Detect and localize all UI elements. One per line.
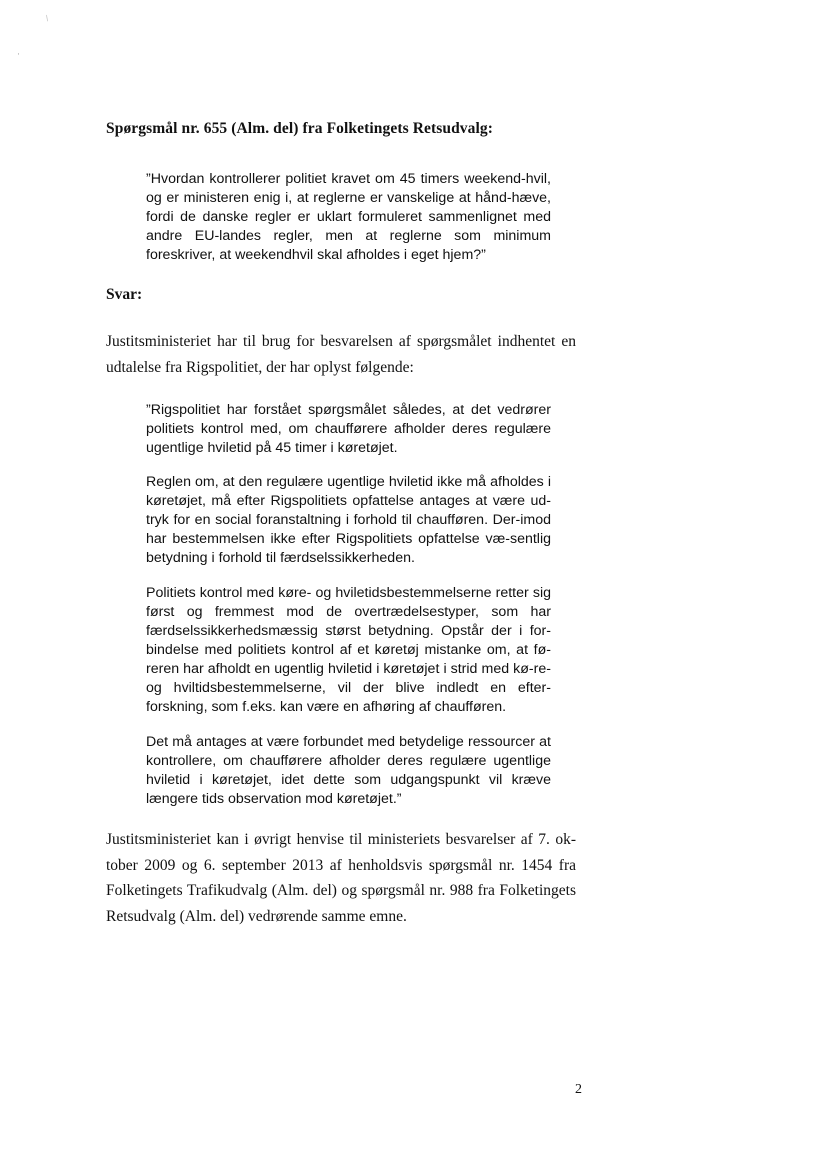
quoted-paragraph-3: Politiets kontrol med køre- og hviletidsbestemmelserne retter sig først og fremmest mod de overtrædelsestyper, som har færdselssikkerhedsmæssig størst betydning. Opstår der i for-bindelse med politiets kontrol af et køretøj mistanke om, at fø-reren har afholdt en ugentlig hviletid i køretøjet i strid med kø-re- og hviltidsbestemmelserne, vil der blive indledt en efter-forskning, som f.eks. kan være en afhøring af chaufføren. <box>146 585 551 715</box>
page-number: 2 <box>575 1082 582 1097</box>
closing-paragraph: Justitsministeriet kan i øvrigt henvise til ministeriets besvarelser af 7. ok-tober 2009 og 6. september 2013 af henholdsvis spørgsmål nr. 1454 fra Folketingets Trafikudvalg (Alm. del) og spørgsmål nr. 988 fra Folketingets Retsudvalg (Alm. del) vedrørende samme emne. <box>106 831 576 925</box>
answer-label: Svar: <box>106 286 143 303</box>
intro-paragraph: Justitsministeriet har til brug for besvarelsen af spørgsmålet indhentet en udtalelse fra Rigspolitiet, der har oplyst følgende: <box>106 333 576 376</box>
question-heading: Spørgsmål nr. 655 (Alm. del) fra Folketingets Retsudvalg: <box>106 120 494 137</box>
quoted-paragraph-4: Det må antages at være forbundet med betydelige ressourcer at kontrollere, om chaufførere afholder deres regulære ugentlige hviletid i køretøjet, idet dette som udgangspunkt vil kræve længere tids observation mod køretøjet.” <box>146 734 551 807</box>
scan-artifact-dot: · <box>17 49 20 59</box>
question-text: ”Hvordan kontrollerer politiet kravet om 45 timers weekend-hvil, og er ministeren enig i, at reglerne er vanskelige at hånd-hæve, fordi de danske regler er uklart formuleret sammenlignet med andre EU-landes regler, men at reglerne som minimum foreskriver, at weekendhvil skal afholdes i eget hjem?” <box>146 171 551 263</box>
quoted-paragraph-1: ”Rigspolitiet har forstået spørgsmålet således, at det vedrører politiets kontrol med, om chaufførere afholder deres regulære ugentlige hviletid på 45 timer i køretøjet. <box>146 402 551 456</box>
quoted-paragraph-2: Reglen om, at den regulære ugentlige hviletid ikke må afholdes i køretøjet, må efter Rigspolitiets opfattelse antages at være ud-tryk for en social foranstaltning i forhold til chaufføren. Der-imod har bestemmelsen ikke efter Rigspolitiets opfattelse væ-sentlig betydning i forhold til færdselssikkerheden. <box>146 474 551 566</box>
scan-artifact-mark: / <box>43 12 51 24</box>
